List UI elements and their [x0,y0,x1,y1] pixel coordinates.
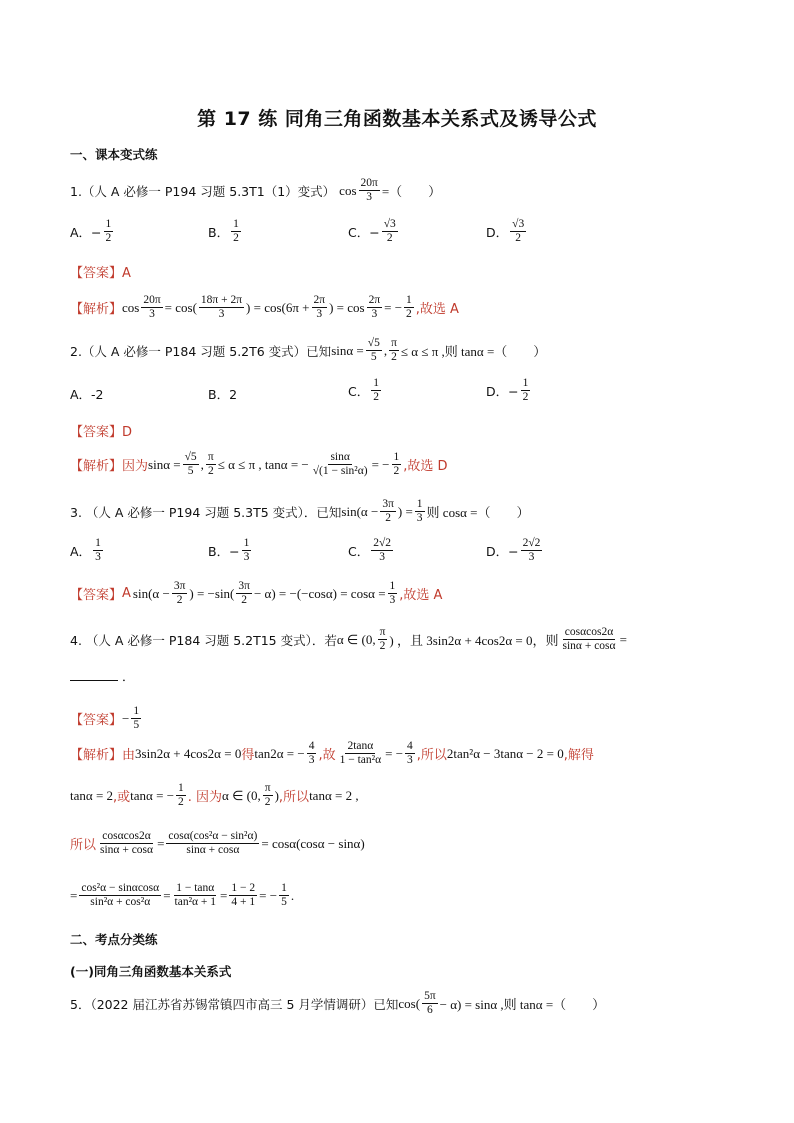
question-4: 4. （人 A 必修一 P184 习题 5.2T15 变式）．若 α ∈ (0, $\frac{\pi}{2}$ ) ，且 3sin2α + 4cos2α = 0，则 $\frac{\cos\alpha\cos 2\alpha}{\sin\alpha + \cos\alpha}$ = [70,626,627,653]
question-1-option-c: C．− $\frac{√3}{2}$ [348,218,396,245]
answer-1: 【答案】A [70,266,131,281]
question-4-blank: ． [70,667,135,685]
analysis-4-line-4: = $\frac{\text{cos²α − sinαcosα}}{\text{sin²α + cos²α}}$ = $\frac{1 - \tan\alpha}{\text{tan²α + 1}}$ = $\frac{1 - 2}{4 + 1}$ = − $\frac{1}{5}$ . [70,882,295,909]
question-1-option-a: A．− $\frac{1}{2}$ [70,218,112,245]
question-1-option-b: B． $\frac{1}{2}$ [208,218,239,245]
question-3-option-c: C． $\frac{2√2}{3}$ [348,537,392,564]
question-1-fraction: $\frac{20\pi}{3}$ [360,177,378,204]
question-5: 5．（2022 届江苏省苏锡常镇四市高三 5 月学情调研）已知 cos( $\frac{5\pi}{6}$ − α) = sinα ,则 tanα =（ ） [70,990,606,1017]
question-1-option-d: D． $\frac{√3}{2}$ [486,218,525,245]
question-2-option-d: D．− $\frac{1}{2}$ [486,377,529,404]
subsection-heading-1: (一)同角三角函数基本关系式 [70,964,232,979]
question-2-option-b: B．2 [208,387,238,402]
question-2-option-c: C． $\frac{1}{2}$ [348,377,379,404]
question-3-option-b: B．− $\frac{1}{3}$ [208,537,250,564]
analysis-4-line-3: 所以 $\frac{\cos\alpha\cos 2\alpha}{\sin\alpha + \cos\alpha}$ = $\frac{\text{cosα(cos²α − sin²α)}}{\sin\alpha + \cos\alpha}$ = cosα(cosα − sinα) [70,830,365,857]
analysis-1: 【解析】 cos $\frac{20\pi}{3}$ = cos( $\frac{18\pi + 2\pi}{3}$ ) = cos(6π + $\frac{2\pi}{3}$ ) = cos $\frac{2\pi}{3}$ = − $\frac{1}{2}$ ,故选 A [70,294,459,321]
answer-2: 【答案】D [70,425,133,440]
question-1: 1.（人 A 必修一 P194 习题 5.3T1（1）变式） cos $\frac{20\pi}{3}$ =（ ） [70,177,442,204]
section-heading-2: 二、考点分类练 [70,932,158,947]
page-title: 第 17 练 同角三角函数基本关系式及诱导公式 [197,108,597,130]
answer-3: 【答案】 A sin(α − $\frac{3\pi}{2}$ ) = −sin( $\frac{3\pi}{2}$ − α) = −(−cosα) = cosα = $\frac{1}{3}$ ,故选 A [70,580,443,607]
question-2-option-a: A．-2 [70,387,104,402]
question-3-option-a: A． $\frac{1}{3}$ [70,537,101,564]
question-1-stem: 1.（人 A 必修一 P194 习题 5.3T1（1）变式） [70,183,336,199]
question-3-option-d: D．− $\frac{2√2}{3}$ [486,537,541,564]
question-2: 2.（人 A 必修一 P184 习题 5.2T6 变式）已知 sinα = $\frac{√5}{5}$ , $\frac{\pi}{2}$ ≤ α ≤ π ,则 tanα =（ ） [70,337,547,364]
analysis-2: 【解析】 因为 sinα = $\frac{√5}{5}$ , $\frac{\pi}{2}$ ≤ α ≤ π , tanα = − $\frac{\sin\alpha}{\text{√(1 − sin²α)}}$ = − $\frac{1}{2}$ ,故选 D [70,451,448,478]
section-heading-1: 一、课本变式练 [70,147,158,162]
question-3: 3. （人 A 必修一 P194 习题 5.3T5 变式）．已知 sin(α − $\frac{3\pi}{2}$ ) = $\frac{1}{3}$ 则 cosα =（ ） [70,498,530,525]
answer-4: 【答案】 − $\frac{1}{5}$ [70,705,140,732]
analysis-4-line-2: tanα = 2 ,或 tanα = − $\frac{1}{2}$ . 因为 α ∈ (0, $\frac{\pi}{2}$ ) ,所以 tanα = 2 , [70,782,359,809]
analysis-4-line-1: 【解析】 由 3sin2α + 4cos2α = 0 得 tan2α = − $\frac{4}{3}$ ,故 $\frac{2\tan\alpha}{\text{1 − tan²α}}$ = − $\frac{4}{3}$ ,所以 2tan²α − 3tanα − 2 = 0 ,解得 [70,740,594,767]
